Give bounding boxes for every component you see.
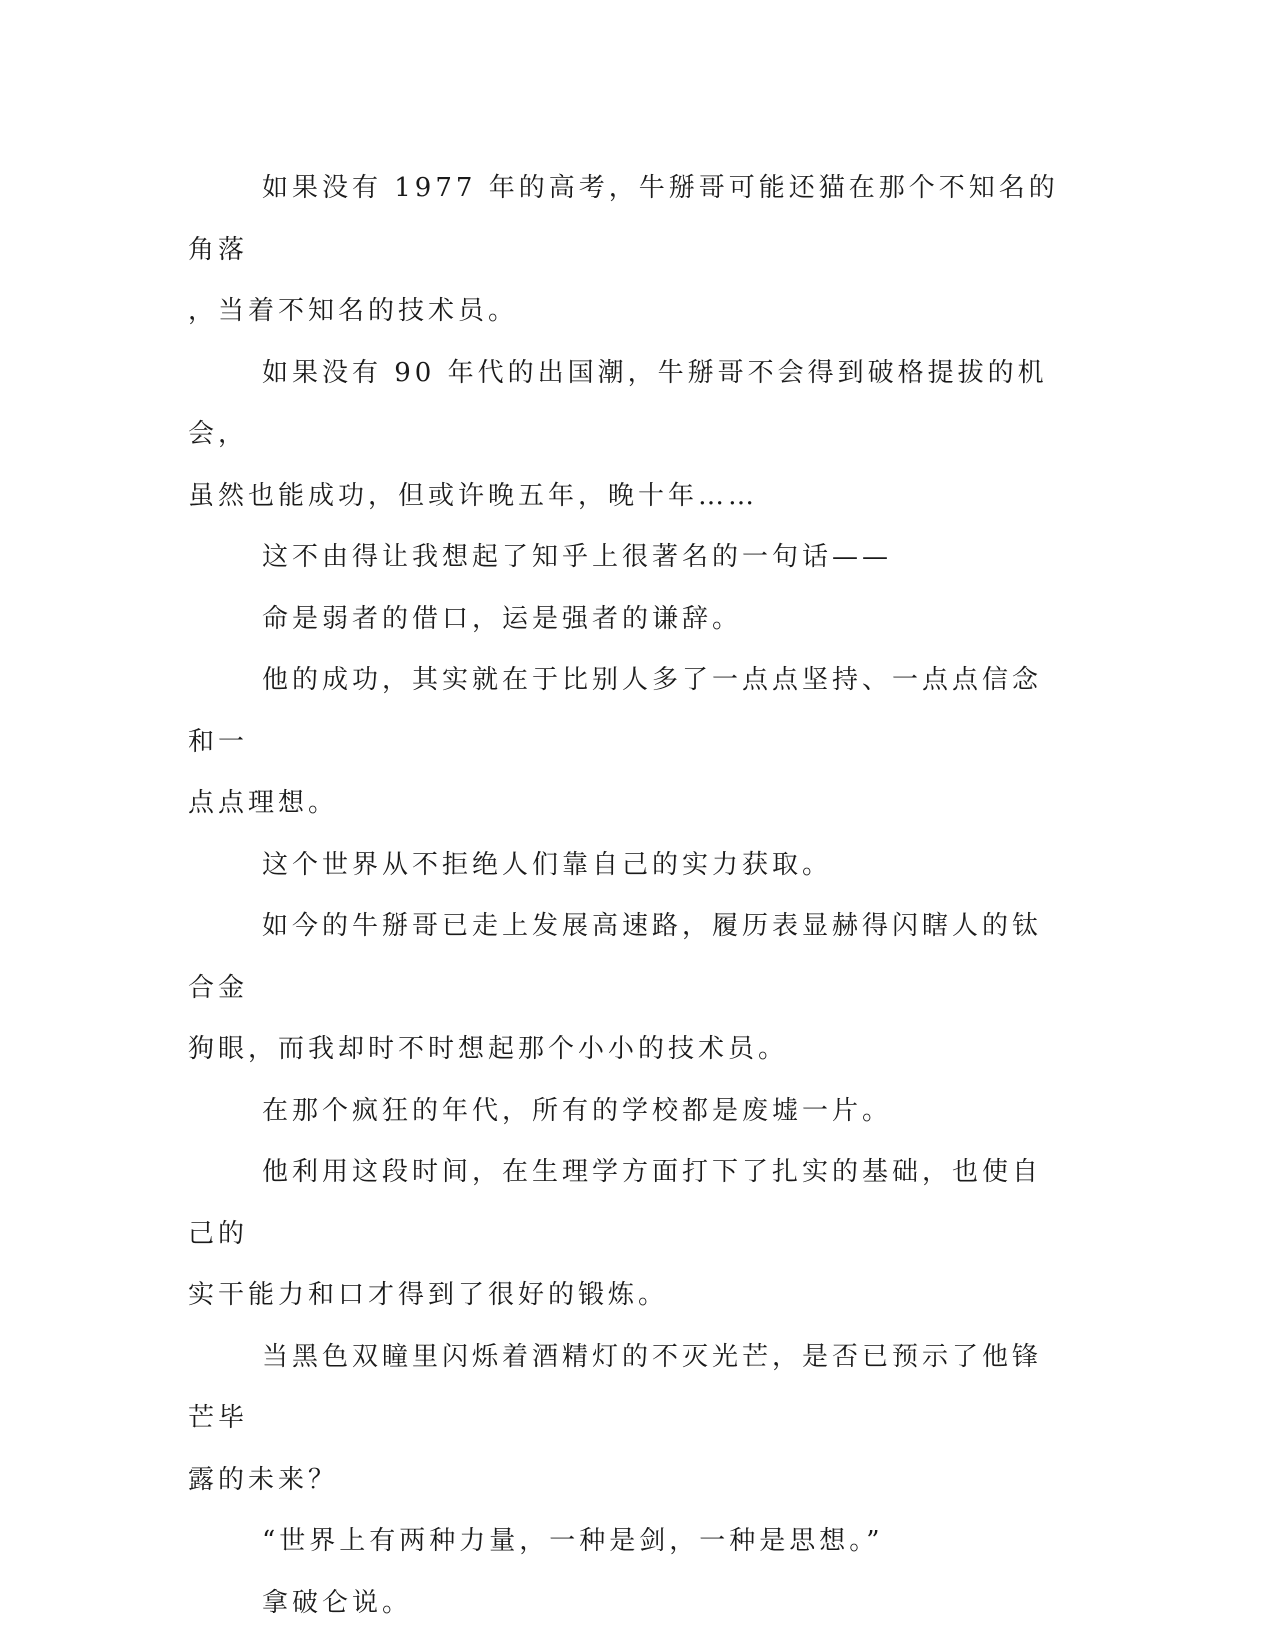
paragraph: 如果没有 1977 年的高考，牛掰哥可能还猫在那个不知名的角落 ，当着不知名的技术员。	[188, 173, 1059, 326]
paragraph: 他利用这段时间，在生理学方面打下了扎实的基础，也使自己的 实干能力和口才得到了很好的锻炼。	[188, 1157, 1043, 1310]
document-body	[188, 158, 1068, 1634]
paragraph: 在那个疯狂的年代，所有的学校都是废墟一片。	[262, 1095, 893, 1126]
paragraph: 这个世界从不拒绝人们靠自己的实力获取。	[262, 849, 833, 880]
paragraph: 如今的牛掰哥已走上发展高速路，履历表显赫得闪瞎人的钛合金 狗眼，而我却时不时想起那个小小的技术员。	[188, 911, 1043, 1064]
paragraph: 当黑色双瞳里闪烁着酒精灯的不灭光芒，是否已预示了他锋芒毕 露的未来？	[188, 1341, 1043, 1495]
paragraph: 命是弱者的借口，运是强者的谦辞。	[262, 603, 743, 634]
paragraph: 如果没有 90 年代的出国潮，牛掰哥不会得到破格提拔的机会， 虽然也能成功，但或许晚五年，晚十年……	[188, 357, 1048, 511]
paragraph: 他的成功，其实就在于比别人多了一点点坚持、一点点信念和一 点点理想。	[188, 665, 1043, 818]
paragraph: 这不由得让我想起了知乎上很著名的一句话——	[262, 542, 893, 572]
quote-paragraph: “世界上有两种力量，一种是剑，一种是思想。”	[262, 1526, 884, 1556]
attribution-paragraph: 拿破仑说。	[262, 1587, 413, 1618]
